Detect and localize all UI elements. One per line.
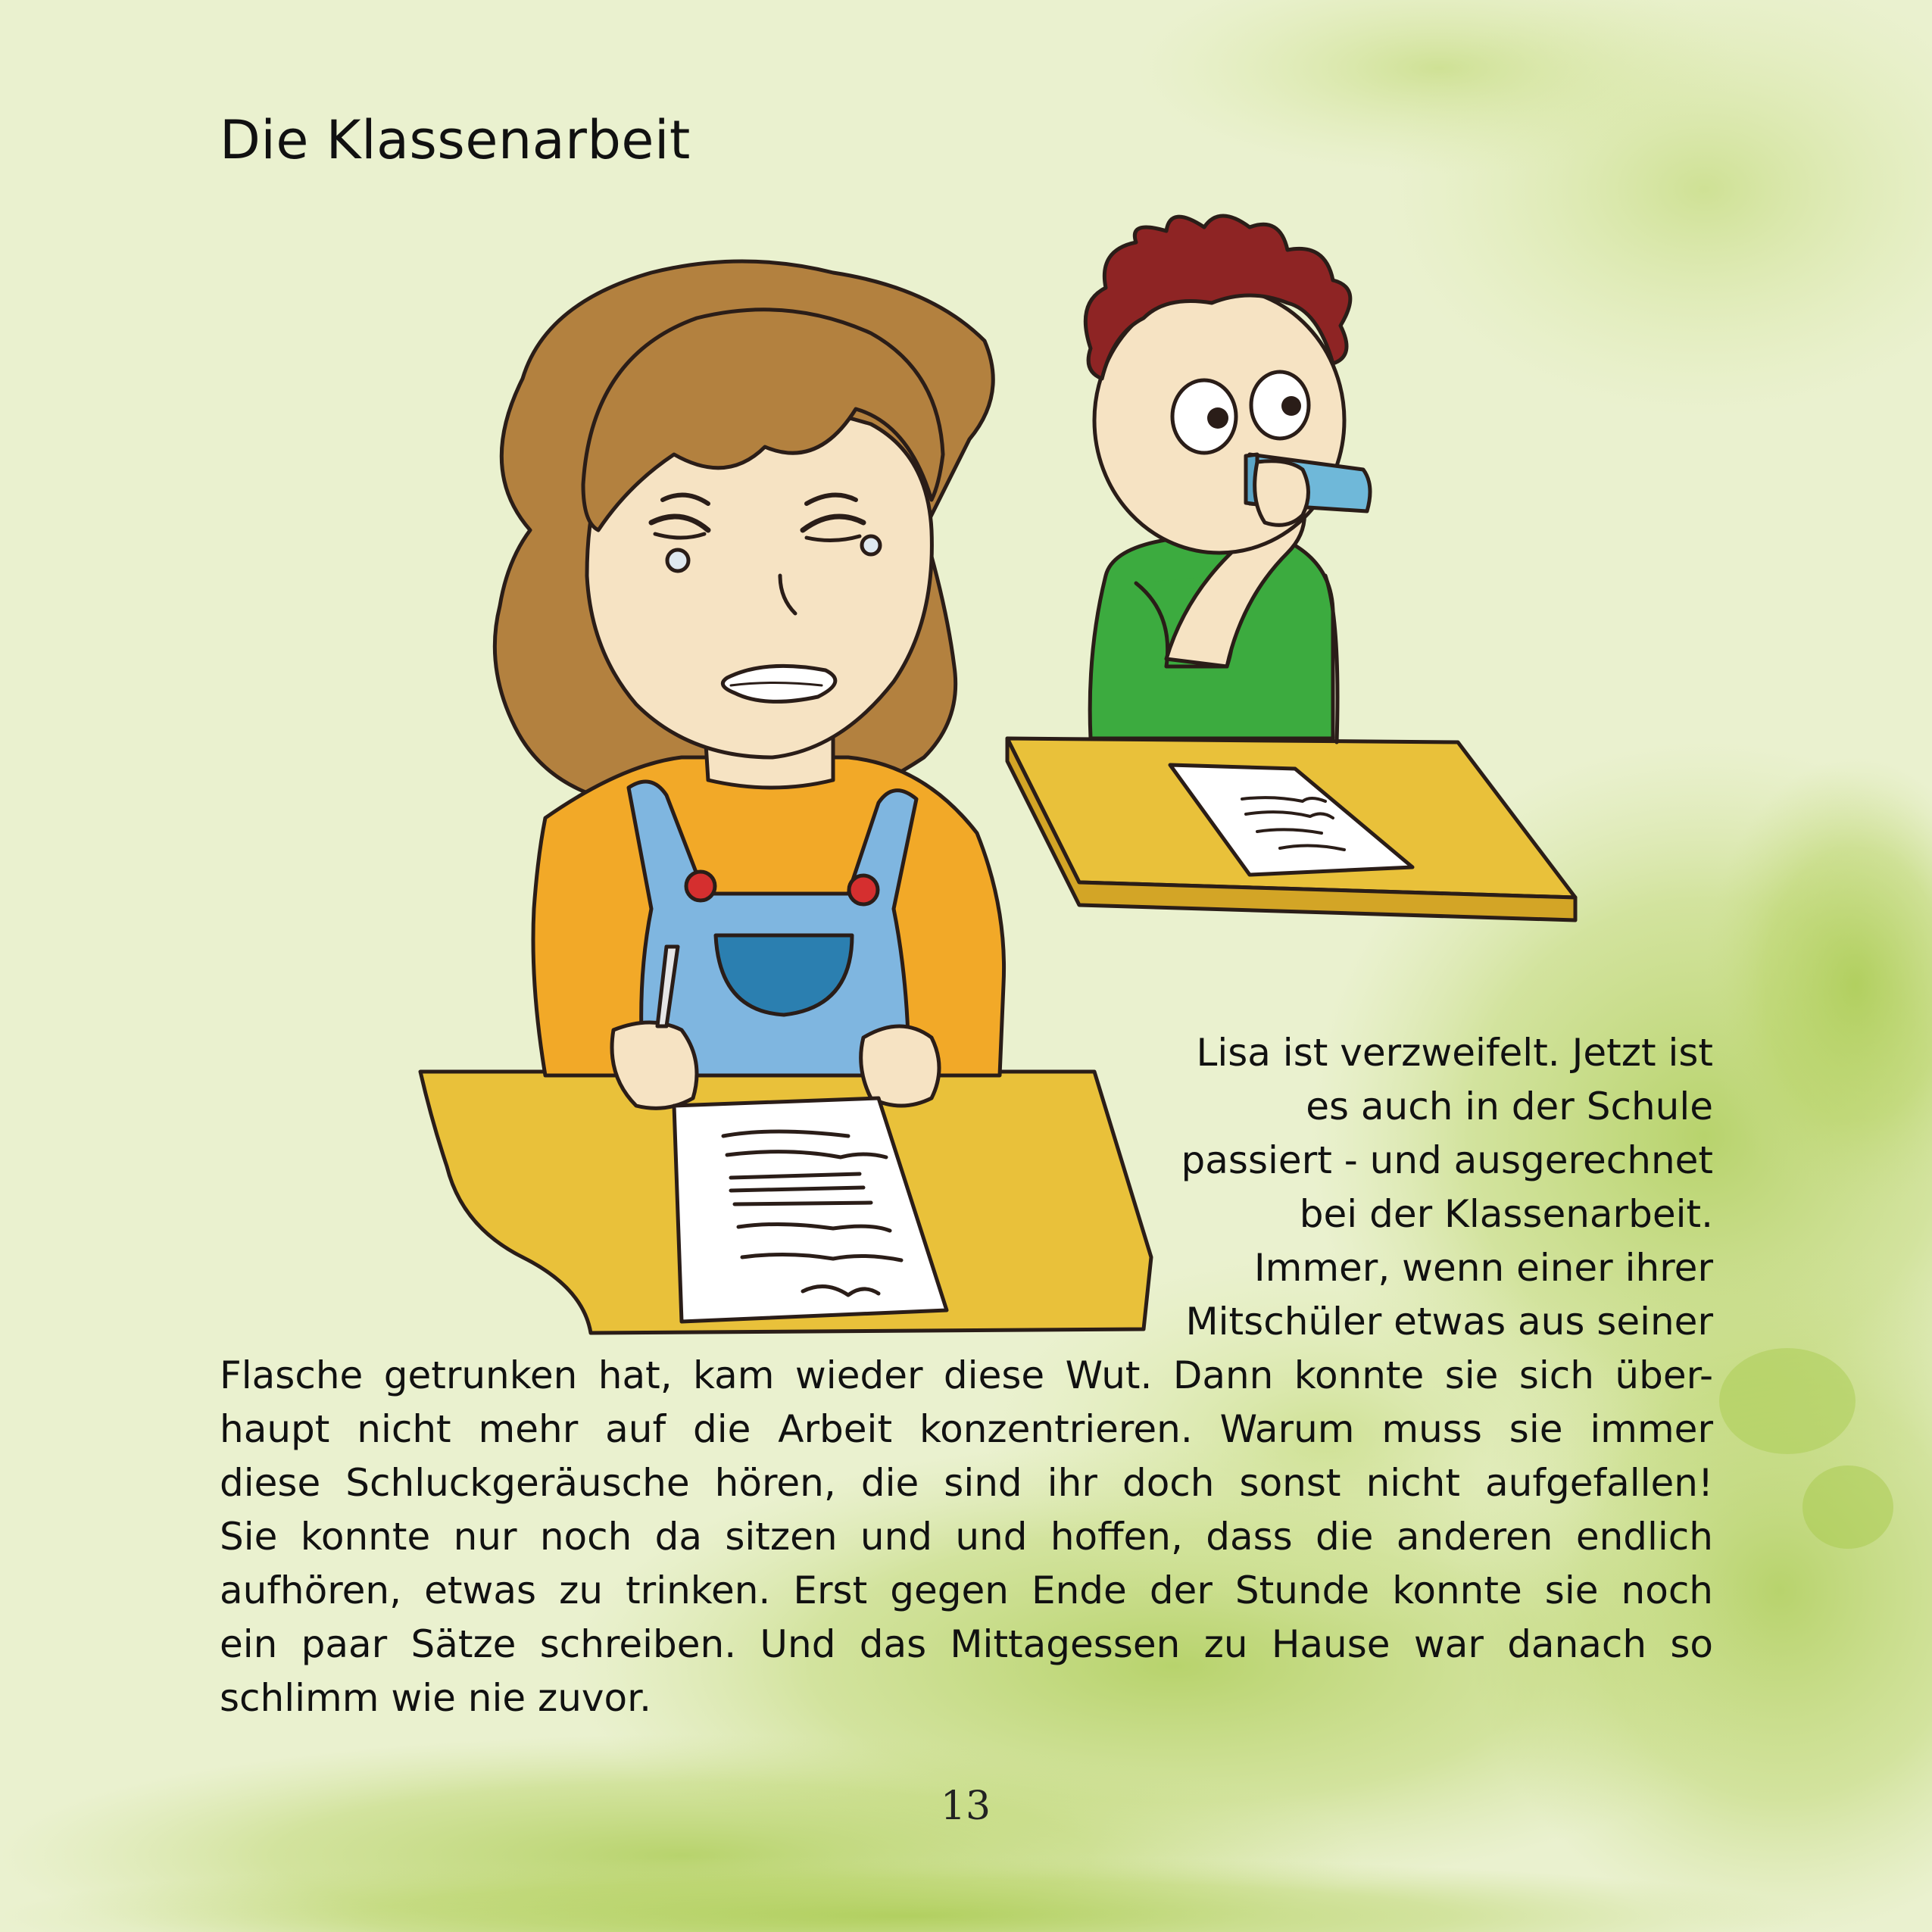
overalls-button-right	[849, 875, 878, 904]
story-line: Lisa ist verzweifelt. Jetzt ist	[1196, 1031, 1713, 1075]
story-line: Mitschüler etwas aus seiner	[1185, 1300, 1713, 1344]
story-line: es auch in der Schule	[1306, 1085, 1713, 1128]
story-line: Sie konnte nur noch da sitzen und und hoffen, dass die anderen endlich	[220, 1515, 1713, 1559]
story-line: diese Schluckgeräusche hören, die sind ihr doch sonst nicht aufgefallen!	[220, 1461, 1713, 1505]
overalls-button-left	[686, 872, 715, 900]
page-title: Die Klassenarbeit	[220, 109, 691, 171]
story-line: Immer, wenn einer ihrer	[1253, 1246, 1713, 1290]
story-line: aufhören, etwas zu trinken. Erst gegen Ende der Stunde konnte sie noch	[220, 1568, 1713, 1612]
story-line: passiert - und ausgerechnet	[1181, 1138, 1713, 1182]
story-line: Flasche getrunken hat, kam wieder diese Wut. Dann konnte sie sich über-	[220, 1353, 1713, 1397]
story-line: haupt nicht mehr auf die Arbeit konzentrieren. Warum muss sie immer	[220, 1407, 1713, 1451]
story-line: schlimm wie nie zuvor.	[220, 1676, 651, 1720]
girl-worried	[495, 261, 1003, 1108]
page-number: 13	[940, 1784, 991, 1829]
story-line: bei der Klassenarbeit.	[1299, 1192, 1713, 1236]
boy-hand	[1255, 461, 1309, 526]
girl-right-fist	[861, 1026, 939, 1106]
boy-drinking	[1085, 216, 1370, 742]
story-line: ein paar Sätze schreiben. Und das Mittagessen zu Hause war danach so	[220, 1622, 1713, 1666]
